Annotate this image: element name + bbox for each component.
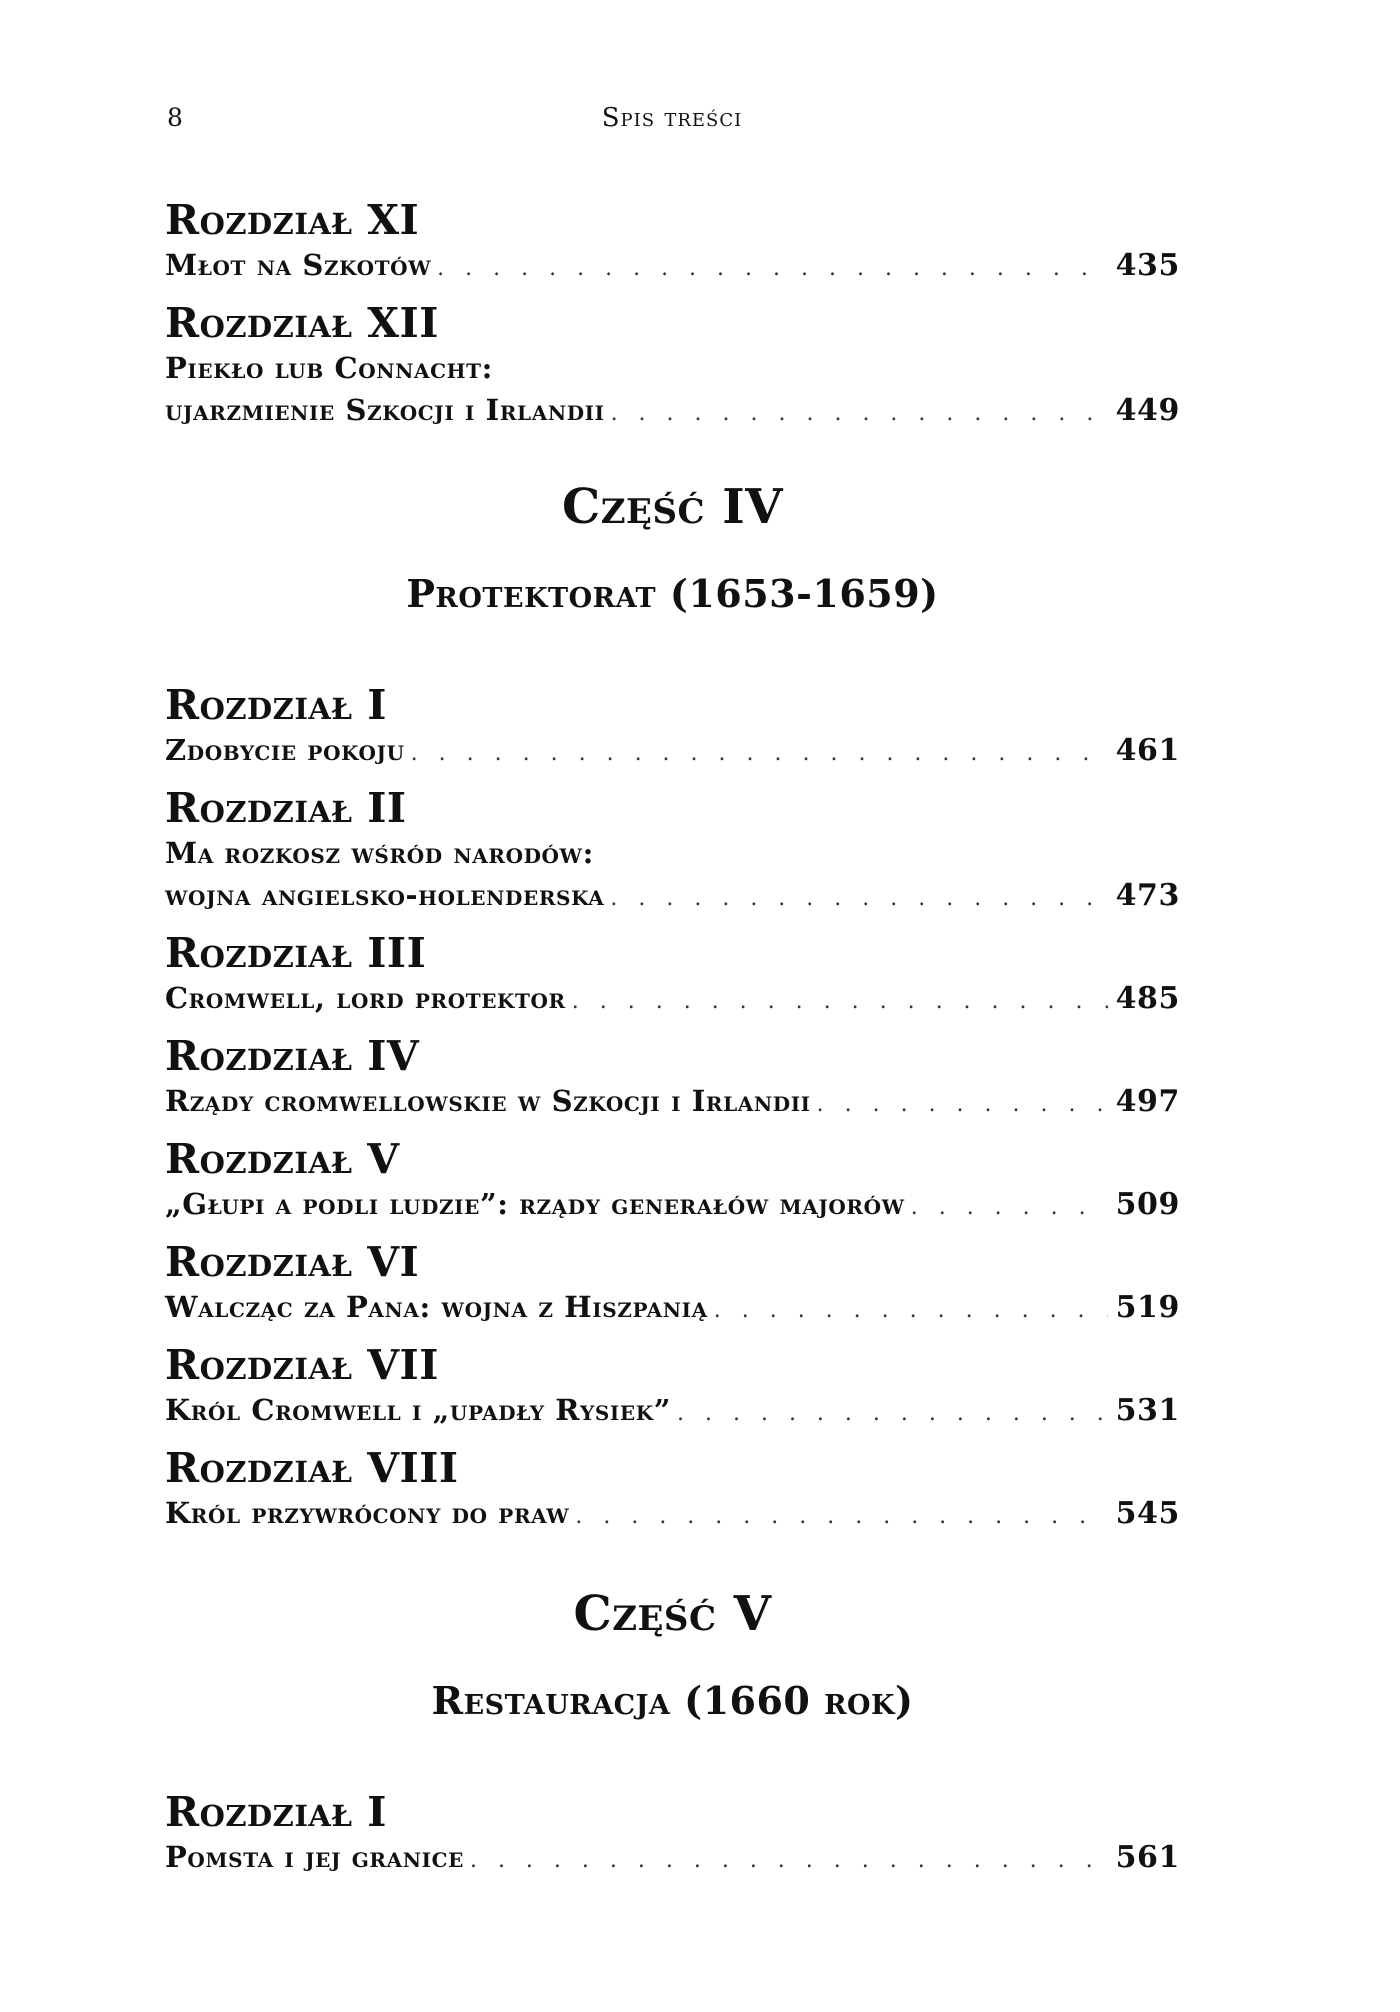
toc-entry-row (165, 729, 1180, 775)
toc-entry-row (165, 1836, 1180, 1882)
chapter-entry (165, 1788, 1180, 1882)
chapter-title: wojna angielsko-holenderska (165, 878, 605, 912)
chapter-label: Rozdział XII (165, 299, 439, 347)
chapter-title: ujarzmienie Szkocji i Irlandii (165, 393, 605, 427)
chapter-label: Rozdział V (165, 1135, 400, 1183)
dot-leader (470, 1840, 1108, 1882)
part-subtitle: Protektorat (1653-1659) (406, 571, 939, 616)
chapter-title: Zdobycie pokoju (165, 733, 405, 767)
page-ref: 473 (1115, 878, 1180, 913)
chapter-title: „Głupi a podli ludzie”: rządy generałów majorów (165, 1187, 905, 1221)
chapter-label: Rozdział II (165, 784, 407, 832)
page-header (167, 103, 1177, 133)
page-ref: 485 (1115, 981, 1180, 1016)
chapter-title: Król Cromwell i „upadły Rysiek” (165, 1393, 671, 1427)
chapter-title: Król przywrócony do praw (165, 1496, 570, 1530)
toc-entry-row (165, 1389, 1180, 1435)
chapter-entry (165, 929, 1180, 1023)
dot-leader (714, 1290, 1108, 1332)
page-ref: 461 (1115, 733, 1180, 768)
part-subtitle: Restauracja (1660 rok) (431, 1678, 914, 1723)
chapter-entry (165, 299, 1180, 435)
dot-leader (572, 981, 1108, 1023)
chapter-label: Rozdział I (165, 681, 387, 729)
dot-leader (911, 1187, 1108, 1229)
chapter-label: Rozdział IV (165, 1032, 420, 1080)
part-heading (165, 479, 1180, 618)
toc-entry-row (165, 244, 1180, 290)
chapter-label: Rozdział I (165, 1788, 387, 1836)
dot-leader (411, 733, 1108, 775)
toc-entry-row (165, 874, 1180, 920)
page-ref: 531 (1115, 1393, 1180, 1428)
toc-entry-row (165, 1183, 1180, 1229)
chapter-title: Walcząc za Pana: wojna z Hiszpanią (165, 1290, 708, 1324)
dot-leader (611, 393, 1108, 435)
chapter-entry (165, 1135, 1180, 1229)
chapter-title-line: Piekło lub Connacht: (165, 351, 493, 385)
dot-leader (817, 1084, 1108, 1126)
dot-leader (437, 248, 1108, 290)
toc-section (165, 1788, 1180, 1882)
page-ref: 561 (1115, 1840, 1180, 1875)
part-heading (165, 1586, 1180, 1725)
page-ref: 497 (1115, 1084, 1180, 1119)
toc-entry-row (165, 389, 1180, 435)
chapter-title-line: Ma rozkosz wśród narodów: (165, 836, 594, 870)
part-title: Część V (573, 1586, 772, 1642)
chapter-label: Rozdział VI (165, 1238, 420, 1286)
chapter-entry (165, 784, 1180, 920)
dot-leader (677, 1393, 1108, 1435)
table-of-contents (165, 196, 1180, 1891)
toc-section (165, 681, 1180, 1538)
chapter-label: Rozdział III (165, 929, 427, 977)
chapter-entry (165, 196, 1180, 290)
running-head: Spis treści (601, 103, 743, 133)
toc-section (165, 196, 1180, 435)
toc-entry-row (165, 977, 1180, 1023)
chapter-entry (165, 1238, 1180, 1332)
chapter-entry (165, 1032, 1180, 1126)
page-ref: 519 (1115, 1290, 1180, 1325)
dot-leader (610, 878, 1108, 920)
dot-leader (575, 1496, 1108, 1538)
chapter-title: Młot na Szkotów (165, 248, 432, 282)
chapter-entry (165, 1444, 1180, 1538)
toc-entry-row (165, 1080, 1180, 1126)
page-ref: 545 (1115, 1496, 1180, 1531)
page-number: 8 (167, 103, 183, 132)
chapter-label: Rozdział VIII (165, 1444, 459, 1492)
part-title: Część IV (562, 479, 783, 535)
chapter-title: Rządy cromwellowskie w Szkocji i Irlandii (165, 1084, 811, 1118)
page-ref: 449 (1115, 393, 1180, 428)
chapter-label: Rozdział VII (165, 1341, 439, 1389)
toc-entry-row (165, 1286, 1180, 1332)
page-ref: 435 (1115, 248, 1180, 283)
page-ref: 509 (1115, 1187, 1180, 1222)
chapter-title: Pomsta i jej granice (165, 1840, 464, 1874)
toc-entry-row (165, 1492, 1180, 1538)
chapter-label: Rozdział XI (165, 196, 420, 244)
chapter-entry (165, 1341, 1180, 1435)
chapter-entry (165, 681, 1180, 775)
chapter-title: Cromwell, lord protektor (165, 981, 566, 1015)
